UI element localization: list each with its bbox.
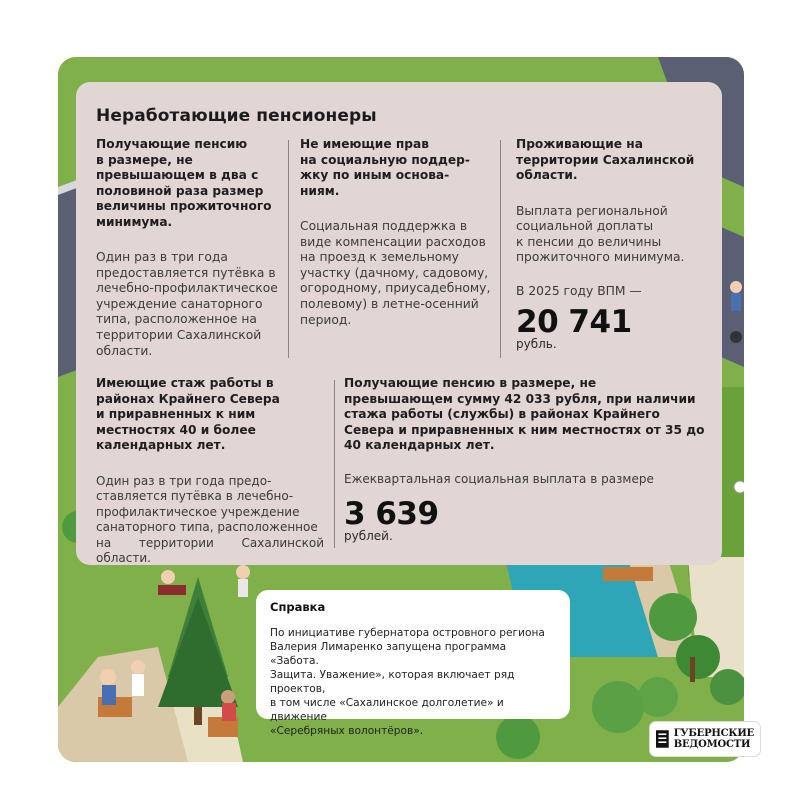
category-residents bbox=[516, 137, 716, 351]
logo-text: ГУБЕРНСКИЕ ВЕДОМОСТИ bbox=[673, 728, 754, 750]
category-benefit: Выплата региональной социальной доплаты к пенсии до величины прожиточного минимума. bbox=[516, 203, 685, 265]
subsistence-note: В 2025 году ВПМ — bbox=[516, 283, 642, 298]
beneficiaries-card bbox=[76, 82, 722, 565]
category-heading: Не имеющие прав на социальную поддер- жку по иным основа- ниям. bbox=[300, 137, 470, 198]
newspaper-logo bbox=[650, 722, 760, 756]
category-benefit: Ежеквартальная социальная выплата в размере bbox=[344, 471, 654, 486]
category-heading: Получающие пенсию в размере, не превышающем в два с половиной раза размер величины прожиточного минимума. bbox=[96, 137, 272, 229]
category-low-pension bbox=[96, 137, 278, 359]
category-no-rights bbox=[300, 137, 500, 328]
category-north-35 bbox=[344, 376, 714, 543]
column-divider bbox=[334, 380, 335, 548]
column-divider bbox=[500, 140, 501, 358]
quarterly-unit: рублей. bbox=[344, 529, 393, 544]
quarterly-amount: 3 639 bbox=[344, 496, 439, 533]
category-heading: Имеющие стаж работы в районах Крайнего Севера и приравненных к ним местностях 40 и более календарных лет. bbox=[96, 376, 280, 452]
category-benefit: Один раз в три года предо- ставляется путёвка в лечебно- профилактическое учреждение санаторного типа, расположенное на территории Сахалинской области. bbox=[96, 473, 324, 566]
column-divider bbox=[288, 140, 289, 358]
category-benefit: Социальная поддержка в виде компенсации расходов на проезд к земельному участку (дачному, садовому, огородному, приусадебному, полевому) в летне-осенний период. bbox=[300, 219, 491, 327]
reference-title: Справка bbox=[270, 600, 326, 614]
page-title: Неработающие пенсионеры bbox=[96, 106, 377, 126]
category-heading: Получающие пенсию в размере, не превышающем сумму 42 033 рубля, при наличии стажа работы (службы) в районах Крайнего Севера и приравненных к ним местностях от 35 до 40 календарных лет. bbox=[344, 376, 705, 452]
subsistence-unit: рубль. bbox=[516, 337, 557, 352]
category-benefit: Один раз в три года предоставляется путёвка в лечебно-профилактическое учреждение санаторного типа, расположенное на территории Сахалинской области. bbox=[96, 250, 278, 358]
category-heading: Проживающие на территории Сахалинской области. bbox=[516, 137, 695, 182]
logo-emblem-icon bbox=[656, 728, 669, 750]
reference-card bbox=[256, 590, 570, 737]
category-north-40 bbox=[96, 376, 324, 567]
subsistence-amount: 20 741 bbox=[516, 304, 632, 341]
reference-text: По инициативе губернатора островного региона Валерия Лимаренко запущена программа «Забота. Защита. Уважение», которая включает ряд проектов, в том числе «Сахалинское долголетие» и движение «Серебряных волонтёров». bbox=[270, 627, 545, 737]
